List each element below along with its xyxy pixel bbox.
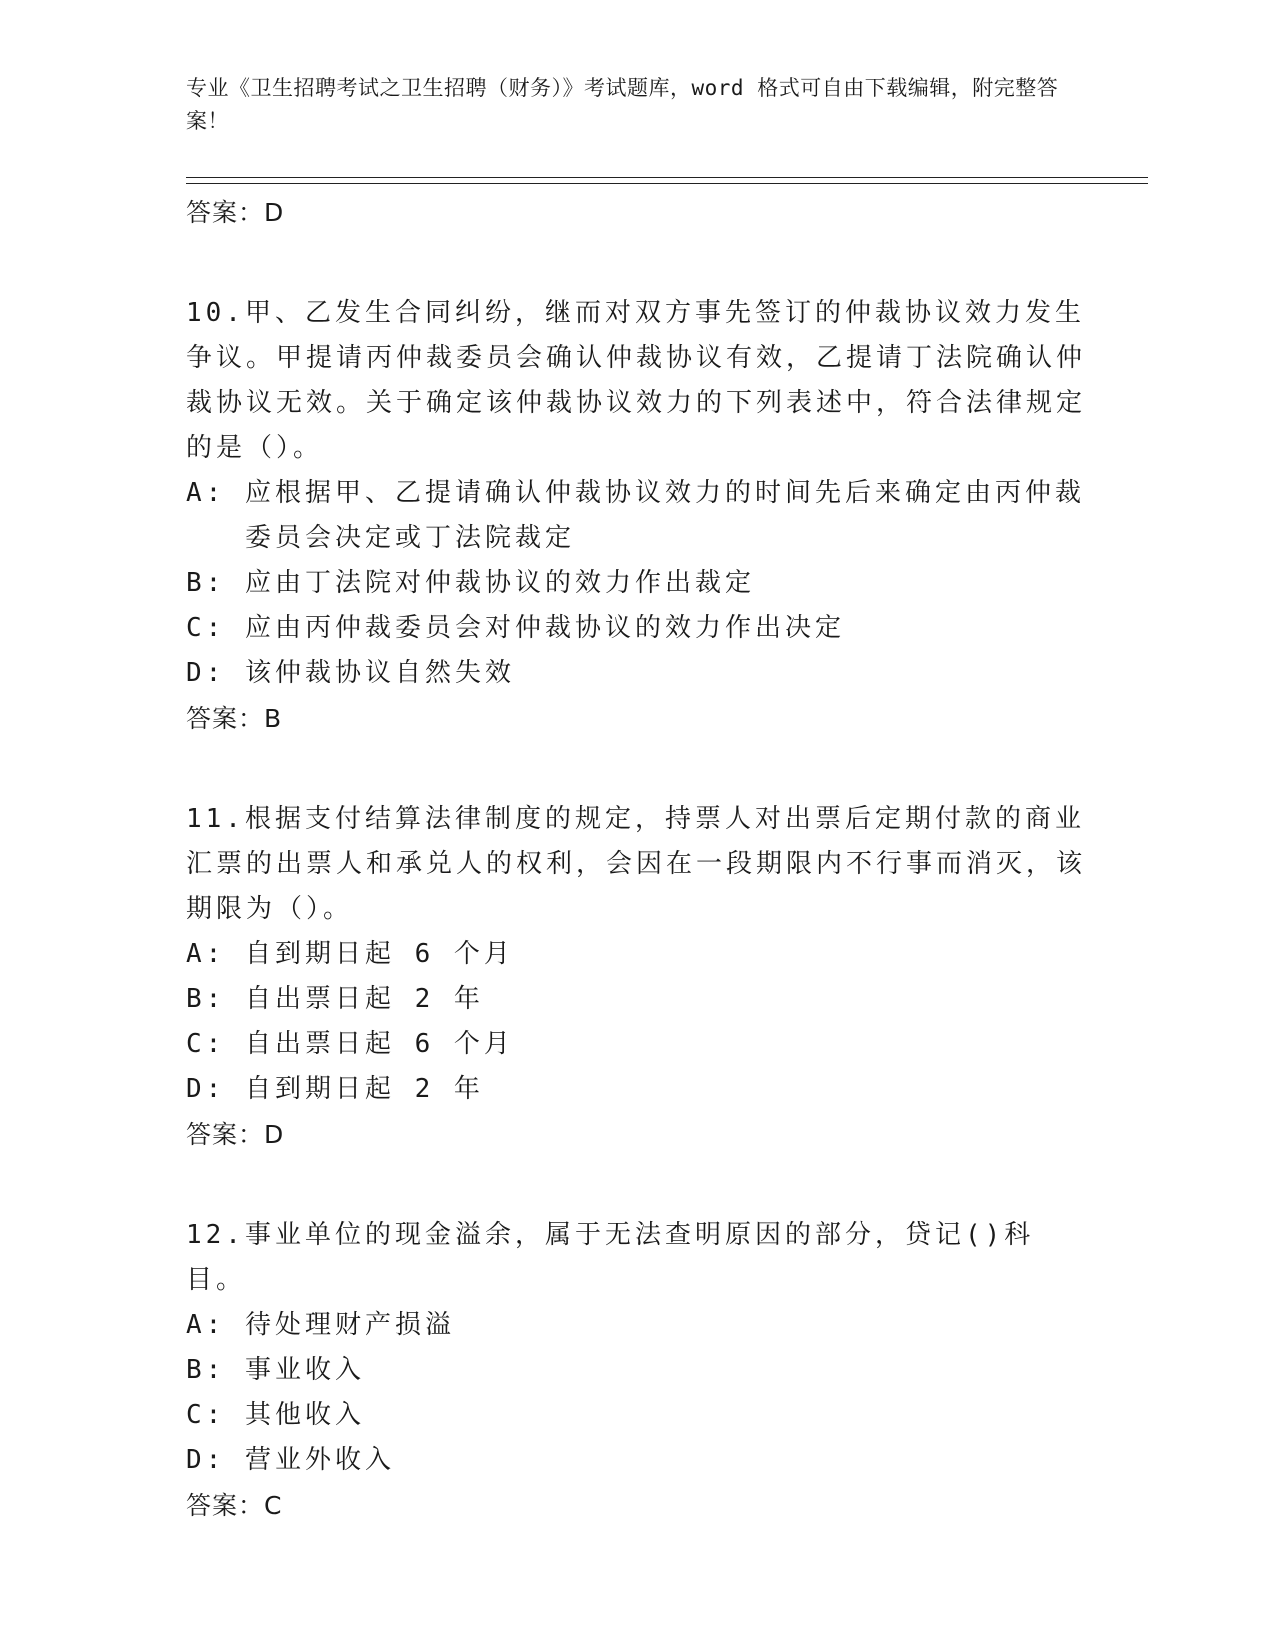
answer-value: D [264, 198, 285, 227]
answer-label: 答案： [186, 1120, 265, 1149]
option-letter: B: [186, 984, 226, 1014]
option-a [186, 471, 1086, 561]
option-text: 应根据甲、乙提请确认仲裁协议效力的时间先后来确定由丙仲裁委员会决定或丁法院裁定 [244, 478, 1085, 553]
question-stem: 10.甲、乙发生合同纠纷，继而对双方事先签订的仲裁协议效力发生争议。甲提请丙仲裁委员会确认仲裁协议有效，乙提请丁法院确认仲裁协议无效。关于确定该仲裁协议效力的下列表述中，符合法律规定的是（）。 [186, 298, 1087, 463]
option-letter: D: [186, 1074, 226, 1104]
question-12 [186, 1213, 1086, 1528]
question-answer [186, 1112, 1086, 1157]
header-divider-bottom [186, 183, 1148, 184]
question-answer [186, 1483, 1086, 1528]
header-divider-top [186, 177, 1148, 178]
option-text: 自到期日起 6 个月 [244, 939, 514, 969]
question-11 [186, 797, 1086, 1157]
option-text: 待处理财产损溢 [244, 1310, 455, 1340]
option-text: 应由丙仲裁委员会对仲裁协议的效力作出决定 [244, 613, 845, 643]
option-letter: D: [186, 658, 226, 688]
document-body [186, 190, 1086, 1528]
option-text: 应由丁法院对仲裁协议的效力作出裁定 [244, 568, 755, 598]
option-letter: A: [186, 1310, 226, 1340]
option-c [186, 1393, 1086, 1438]
option-text: 其他收入 [244, 1400, 365, 1430]
option-d [186, 651, 1086, 696]
option-a [186, 1303, 1086, 1348]
option-text: 营业外收入 [244, 1445, 395, 1475]
option-text: 该仲裁协议自然失效 [244, 658, 515, 688]
option-letter: B: [186, 1355, 226, 1385]
question-stem: 12.事业单位的现金溢余，属于无法查明原因的部分，贷记()科目。 [186, 1220, 1035, 1295]
option-letter: C: [186, 1029, 226, 1059]
document-header: 专业《卫生招聘考试之卫生招聘（财务）》考试题库，word 格式可自由下载编辑，附完整答案！ [186, 76, 1059, 133]
option-b [186, 977, 1086, 1022]
option-c [186, 1022, 1086, 1067]
option-d [186, 1438, 1086, 1483]
answer-label: 答案： [186, 704, 265, 733]
answer-value: B [264, 704, 283, 733]
option-text: 自出票日起 2 年 [244, 984, 484, 1014]
option-letter: B: [186, 568, 226, 598]
previous-answer [186, 190, 1086, 235]
option-text: 自到期日起 2 年 [244, 1074, 484, 1104]
option-d [186, 1067, 1086, 1112]
option-text: 事业收入 [244, 1355, 365, 1385]
option-letter: D: [186, 1445, 226, 1475]
option-c [186, 606, 1086, 651]
question-answer [186, 696, 1086, 741]
answer-value: D [264, 1120, 285, 1149]
question-stem: 11.根据支付结算法律制度的规定，持票人对出票后定期付款的商业汇票的出票人和承兑人的权利，会因在一段期限内不行事而消灭，该期限为（）。 [186, 804, 1087, 924]
option-letter: A: [186, 478, 226, 508]
option-a [186, 932, 1086, 977]
option-letter: C: [186, 1400, 226, 1430]
option-text: 自出票日起 6 个月 [244, 1029, 514, 1059]
option-b [186, 1348, 1086, 1393]
option-b [186, 561, 1086, 606]
option-letter: C: [186, 613, 226, 643]
option-letter: A: [186, 939, 226, 969]
answer-value: C [264, 1491, 283, 1520]
answer-label: 答案： [186, 1491, 265, 1520]
question-10 [186, 291, 1086, 741]
answer-label: 答案： [186, 198, 265, 227]
